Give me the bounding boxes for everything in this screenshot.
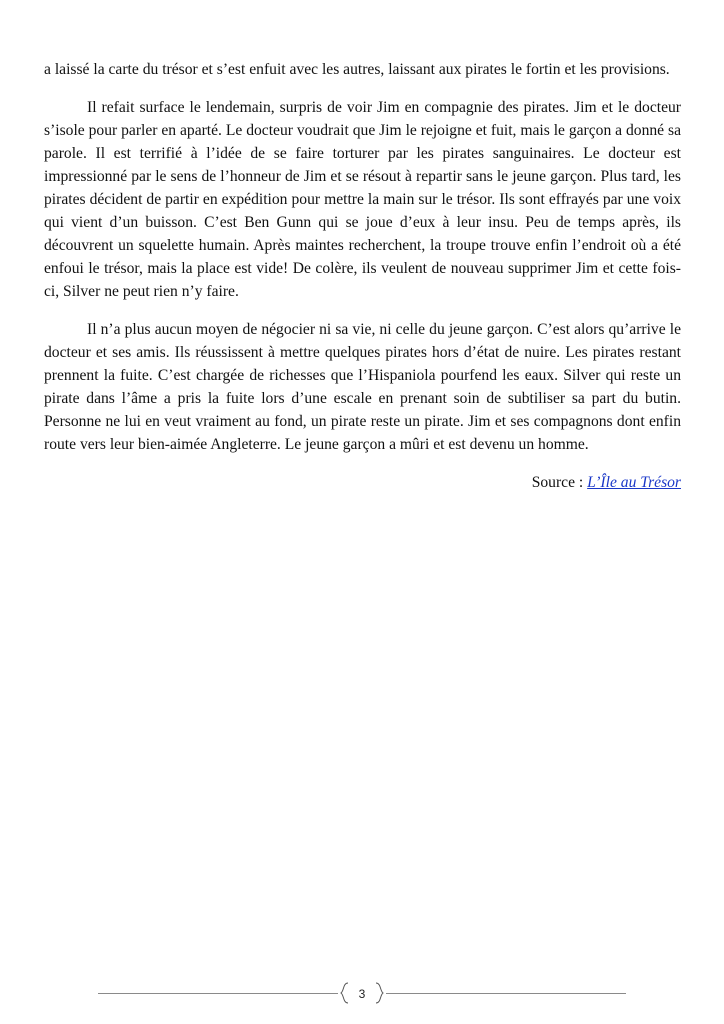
page-number: 3 bbox=[358, 987, 366, 1001]
page-footer bbox=[98, 981, 626, 1007]
right-brace-icon bbox=[375, 982, 384, 1004]
source-line bbox=[44, 471, 681, 494]
page-number-box bbox=[340, 981, 384, 1007]
paragraph-2: Il refait surface le lendemain, surpris de voir Jim en compagnie des pirates. Jim et le docteur s’isole pour parler en aparté. Le docteur voudrait que Jim le rejoigne et fuit, mais le garçon a donné sa parole. Il est terrifié à l’idée de se faire torturer par les pirates sanguinaires. Le docteur est impressionné par le sens de l’honneur de Jim et se résout à repartir sans le jeune garçon. Plus tard, les pirates décident de partir en expédition pour mettre la main sur le trésor. Ils sont effrayés par une voix qui vient d’un buisson. C’est Ben Gunn qui se joue d’eux à leur insu. Peu de temps après, ils découvrent un squelette humain. Après maintes recherchent, la troupe trouve enfin l’endroit où a été enfoui le trésor, mais la place est vide! De colère, ils veulent de nouveau supprimer Jim et cette fois-ci, Silver ne peut rien n’y faire. bbox=[44, 99, 681, 300]
source-label: Source : bbox=[531, 474, 588, 491]
document-body bbox=[44, 58, 681, 494]
paragraph-3: Il n’a plus aucun moyen de négocier ni sa vie, ni celle du jeune garçon. C’est alors qu’arrive le docteur et ses amis. Ils réussissent à mettre quelques pirates hors d’état de nuire. Les pirates restant prennent la fuite. C’est chargée de richesses que l’Hispaniola pourfend les eaux. Silver qui reste un pirate dans l’âme a pris la fuite lors d’une escale en prenant soin de subtiliser sa part du butin. Personne ne lui en veut vraiment au fond, un pirate reste un pirate. Jim et ses compagnons dont enfin route vers leur bien-aimée Angleterre. Le jeune garçon a mûri et est devenu un homme. bbox=[44, 321, 681, 453]
paragraph-continuation: a laissé la carte du trésor et s’est enfuit avec les autres, laissant aux pirates le fortin et les provisions. bbox=[44, 61, 670, 78]
footer-rule-right bbox=[386, 993, 626, 994]
footer-rule-left bbox=[98, 993, 338, 994]
left-brace-icon bbox=[340, 982, 349, 1004]
source-link[interactable]: L’Île au Trésor bbox=[587, 474, 681, 491]
